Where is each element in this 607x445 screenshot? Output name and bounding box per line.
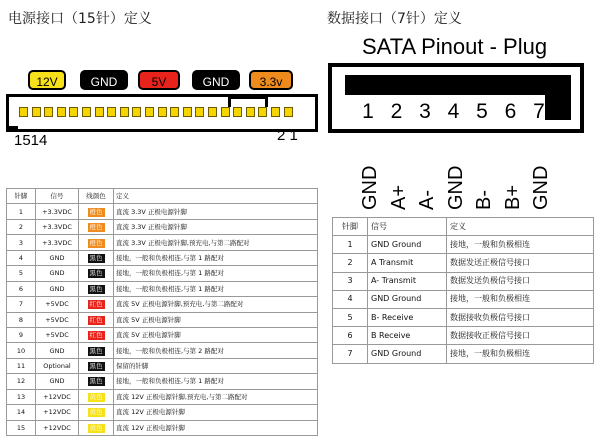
- power-section-title: 电源接口（15针）定义: [8, 11, 152, 27]
- definition-cell: 数据接收正极信号接口: [447, 327, 594, 345]
- connector-pin: [57, 107, 66, 117]
- sata-pin-signal: [442, 140, 466, 210]
- pin-label-left: 1514: [14, 132, 48, 149]
- definition-cell: 接地，一般和负极相连,与第 1 路配对: [114, 250, 318, 265]
- connector-pin: [195, 107, 204, 117]
- connector-pin: [82, 107, 91, 117]
- table-row: [7, 420, 318, 435]
- sata-pin-signal: [499, 140, 523, 210]
- table-row: [7, 235, 318, 250]
- pin-cell: 12: [7, 374, 36, 389]
- signal-cell: +3.3VDC: [36, 219, 79, 234]
- signal-cell: +5VDC: [36, 327, 79, 342]
- definition-cell: 接地，一般和负极相连,与第 1 路配对: [114, 281, 318, 296]
- table-row: [7, 219, 318, 234]
- pin-cell: 2: [7, 219, 36, 234]
- wire-color-cell: [79, 374, 114, 389]
- table-row: [333, 345, 594, 363]
- pin-cell: 13: [7, 389, 36, 404]
- pin-cell: 6: [333, 327, 368, 345]
- sata-pin-number: 1: [362, 100, 374, 123]
- connector-pin: [271, 107, 280, 117]
- pin-cell: 2: [333, 254, 368, 272]
- signal-cell: GND: [36, 281, 79, 296]
- wire-color-chip: 橙色: [89, 223, 103, 232]
- sata-pin-signal-text: GND: [530, 165, 552, 210]
- sata-pin-signal: [527, 140, 551, 210]
- wire-color-chip: 红色: [89, 315, 103, 324]
- connector-pin: [95, 107, 104, 117]
- signal-cell: B- Receive: [368, 308, 447, 326]
- table-row: [7, 405, 318, 420]
- sata-pin-number: 4: [447, 100, 460, 123]
- connector-pin: [32, 107, 41, 117]
- definition-cell: 直流 12V 正极电源针脚,预充电,与第二路配对: [114, 389, 318, 404]
- table-header: 信号: [36, 189, 79, 204]
- table-header: 线颜色: [79, 189, 114, 204]
- wire-color-chip: 红色: [89, 300, 103, 309]
- sata-diagram-title: SATA Pinout - Plug: [362, 34, 548, 59]
- power-pin-table: [6, 188, 318, 436]
- pin-cell: 15: [7, 420, 36, 435]
- table-header: 信号: [368, 218, 447, 236]
- sata-pin-signal-text: B+: [501, 184, 524, 210]
- signal-cell: GND Ground: [368, 290, 447, 308]
- table-row: [7, 343, 318, 358]
- sata-pin-number: 3: [419, 100, 431, 123]
- connector-pin: [246, 107, 255, 117]
- connector-key-top-edge: [228, 99, 231, 107]
- definition-cell: 接地，一般和负极相连: [447, 236, 594, 254]
- definition-cell: 直流 3.3V 正极电源针脚: [114, 204, 318, 219]
- definition-cell: 直流 3.3V 正极电源针脚,预充电,与第二路配对: [114, 235, 318, 250]
- table-row: [7, 389, 318, 404]
- sata-pin-signal-text: GND: [359, 165, 381, 210]
- definition-cell: 保留的针脚: [114, 358, 318, 373]
- signal-cell: +12VDC: [36, 389, 79, 404]
- color-label-gnd-2: [192, 70, 240, 90]
- wire-color-cell: [79, 358, 114, 373]
- pin-cell: 3: [7, 235, 36, 250]
- connector-pin: [183, 107, 192, 117]
- connector-pin: [107, 107, 116, 117]
- table-row: [7, 281, 318, 296]
- wire-color-chip: 红色: [89, 331, 103, 340]
- signal-cell: +5VDC: [36, 297, 79, 312]
- wire-color-chip: 黄色: [89, 423, 103, 432]
- signal-cell: GND Ground: [368, 345, 447, 363]
- connector-pin: [145, 107, 154, 117]
- definition-cell: 直流 3.3V 正极电源针脚: [114, 219, 318, 234]
- definition-cell: 直流 5V 正极电源针脚,预充电,与第二路配对: [114, 297, 318, 312]
- wire-color-cell: [79, 266, 114, 281]
- signal-cell: GND: [36, 343, 79, 358]
- connector-pin: [158, 107, 167, 117]
- data-section-title: 数据接口（7针）定义: [327, 11, 462, 27]
- signal-cell: GND: [36, 374, 79, 389]
- connector-pin: [233, 107, 242, 117]
- signal-cell: +5VDC: [36, 312, 79, 327]
- wire-color-cell: [79, 420, 114, 435]
- sata-pin-number: 7: [533, 100, 545, 123]
- wire-color-chip: 黑色: [89, 377, 103, 386]
- definition-cell: 直流 12V 正极电源针脚: [114, 420, 318, 435]
- signal-cell: +12VDC: [36, 420, 79, 435]
- signal-cell: +3.3VDC: [36, 235, 79, 250]
- table-row: [7, 297, 318, 312]
- wire-color-cell: [79, 250, 114, 265]
- sata-pin-signal: [413, 140, 437, 210]
- table-header: 针脚: [333, 218, 368, 236]
- color-label-12v: [28, 70, 66, 90]
- sata-pin-signal-text: GND: [444, 165, 467, 210]
- color-label-text: 12V: [36, 75, 58, 89]
- color-label-text: 5V: [151, 75, 167, 89]
- table-row: [7, 250, 318, 265]
- signal-cell: Optional: [36, 358, 79, 373]
- connector-pin: [69, 107, 78, 117]
- pin-cell: 4: [333, 290, 368, 308]
- pin-cell: 3: [333, 272, 368, 290]
- signal-cell: GND Ground: [368, 236, 447, 254]
- pin-cell: 4: [7, 250, 36, 265]
- sata-pin-signal: [385, 140, 409, 210]
- connector-key-top-edge: [265, 99, 268, 107]
- sata-pin-signal-text: A+: [387, 184, 410, 210]
- wire-color-cell: [79, 327, 114, 342]
- table-row: [333, 308, 594, 326]
- data-pin-table-body: [333, 218, 594, 364]
- signal-cell: GND: [36, 250, 79, 265]
- table-row: [7, 374, 318, 389]
- wire-color-cell: [79, 343, 114, 358]
- wire-color-chip: 橙色: [89, 207, 103, 216]
- connector-key-top: [228, 94, 268, 99]
- table-row: [333, 327, 594, 345]
- pin-cell: 1: [7, 204, 36, 219]
- sata-pin-signal-text: B-: [473, 190, 495, 210]
- connector-pin: [44, 107, 53, 117]
- pin-cell: 8: [7, 312, 36, 327]
- signal-cell: A- Transmit: [368, 272, 447, 290]
- table-row: [7, 312, 318, 327]
- definition-cell: 接地，一般和负极相连: [447, 290, 594, 308]
- sata-pin-number: 2: [390, 100, 403, 123]
- sata-pin-number: 6: [504, 100, 517, 123]
- data-pin-table: [332, 217, 594, 364]
- pin-cell: 10: [7, 343, 36, 358]
- definition-cell: 数据接收负极信号接口: [447, 308, 594, 326]
- wire-color-chip: 橙色: [89, 238, 103, 247]
- pin-cell: 5: [333, 308, 368, 326]
- definition-cell: 接地，一般和负极相连,与第 2 路配对: [114, 343, 318, 358]
- sata-pin-number: 5: [476, 100, 488, 123]
- color-label-5v: [138, 70, 180, 90]
- connector-pin: [132, 107, 141, 117]
- wire-color-cell: [79, 204, 114, 219]
- table-header: 针脚: [7, 189, 36, 204]
- wire-color-chip: 黑色: [89, 346, 103, 355]
- wire-color-cell: [79, 281, 114, 296]
- signal-cell: B Receive: [368, 327, 447, 345]
- pin-cell: 1: [333, 236, 368, 254]
- wire-color-cell: [79, 405, 114, 420]
- color-label-gnd-1: [80, 70, 128, 90]
- table-header: 定义: [447, 218, 594, 236]
- color-label-text: GND: [90, 75, 118, 89]
- table-row: [333, 236, 594, 254]
- table-header: 定义: [114, 189, 318, 204]
- wire-color-chip: 黄色: [89, 392, 103, 401]
- connector-pin: [208, 107, 217, 117]
- color-label-3v3: [249, 70, 293, 90]
- wire-color-chip: 黑色: [89, 362, 103, 371]
- sata-pin-signal: [470, 140, 494, 210]
- wire-color-cell: [79, 297, 114, 312]
- pin-cell: 11: [7, 358, 36, 373]
- connector-pin: [170, 107, 179, 117]
- signal-cell: +12VDC: [36, 405, 79, 420]
- wire-color-cell: [79, 235, 114, 250]
- pin-cell: 14: [7, 405, 36, 420]
- wire-color-chip: 黑色: [89, 269, 103, 278]
- connector-pin: [258, 107, 267, 117]
- table-row: [333, 272, 594, 290]
- pin-label-right: 2 1: [277, 127, 298, 144]
- connector-pin: [221, 107, 230, 117]
- pin-cell: 7: [333, 345, 368, 363]
- wire-color-cell: [79, 312, 114, 327]
- definition-cell: 数据发送负极信号接口: [447, 272, 594, 290]
- table-row: [7, 327, 318, 342]
- definition-cell: 直流 5V 正极电源针脚: [114, 312, 318, 327]
- table-header-row: [333, 218, 594, 236]
- pin-cell: 5: [7, 266, 36, 281]
- table-header-row: [7, 189, 318, 204]
- table-row: [7, 358, 318, 373]
- table-row: [333, 254, 594, 272]
- connector-pin: [284, 107, 293, 117]
- wire-color-chip: 黄色: [89, 408, 103, 417]
- wire-color-chip: 黑色: [89, 253, 103, 262]
- table-row: [7, 266, 318, 281]
- sata-pin-signal-text: A-: [416, 190, 438, 210]
- definition-cell: 直流 5V 正极电源针脚: [114, 327, 318, 342]
- table-row: [7, 204, 318, 219]
- connector-pin: [19, 107, 28, 117]
- definition-cell: 直流 12V 正极电源针脚: [114, 405, 318, 420]
- signal-cell: +3.3VDC: [36, 204, 79, 219]
- signal-cell: A Transmit: [368, 254, 447, 272]
- definition-cell: 接地，一般和负极相连,与第 1 路配对: [114, 266, 318, 281]
- pin-cell: 9: [7, 327, 36, 342]
- wire-color-cell: [79, 219, 114, 234]
- pin-cell: 7: [7, 297, 36, 312]
- definition-cell: 接地，一般和负极相连: [447, 345, 594, 363]
- power-pin-table-body: [7, 189, 318, 436]
- connector-pin: [120, 107, 129, 117]
- color-label-text: 3.3v: [259, 75, 283, 89]
- color-label-text: GND: [202, 75, 230, 89]
- table-row: [333, 290, 594, 308]
- definition-cell: 数据发送正极信号接口: [447, 254, 594, 272]
- definition-cell: 接地，一般和负极相连,与第 1 路配对: [114, 374, 318, 389]
- pin-cell: 6: [7, 281, 36, 296]
- wire-color-cell: [79, 389, 114, 404]
- wire-color-chip: 黑色: [89, 284, 103, 293]
- signal-cell: GND: [36, 266, 79, 281]
- sata-pin-signal: [356, 140, 380, 210]
